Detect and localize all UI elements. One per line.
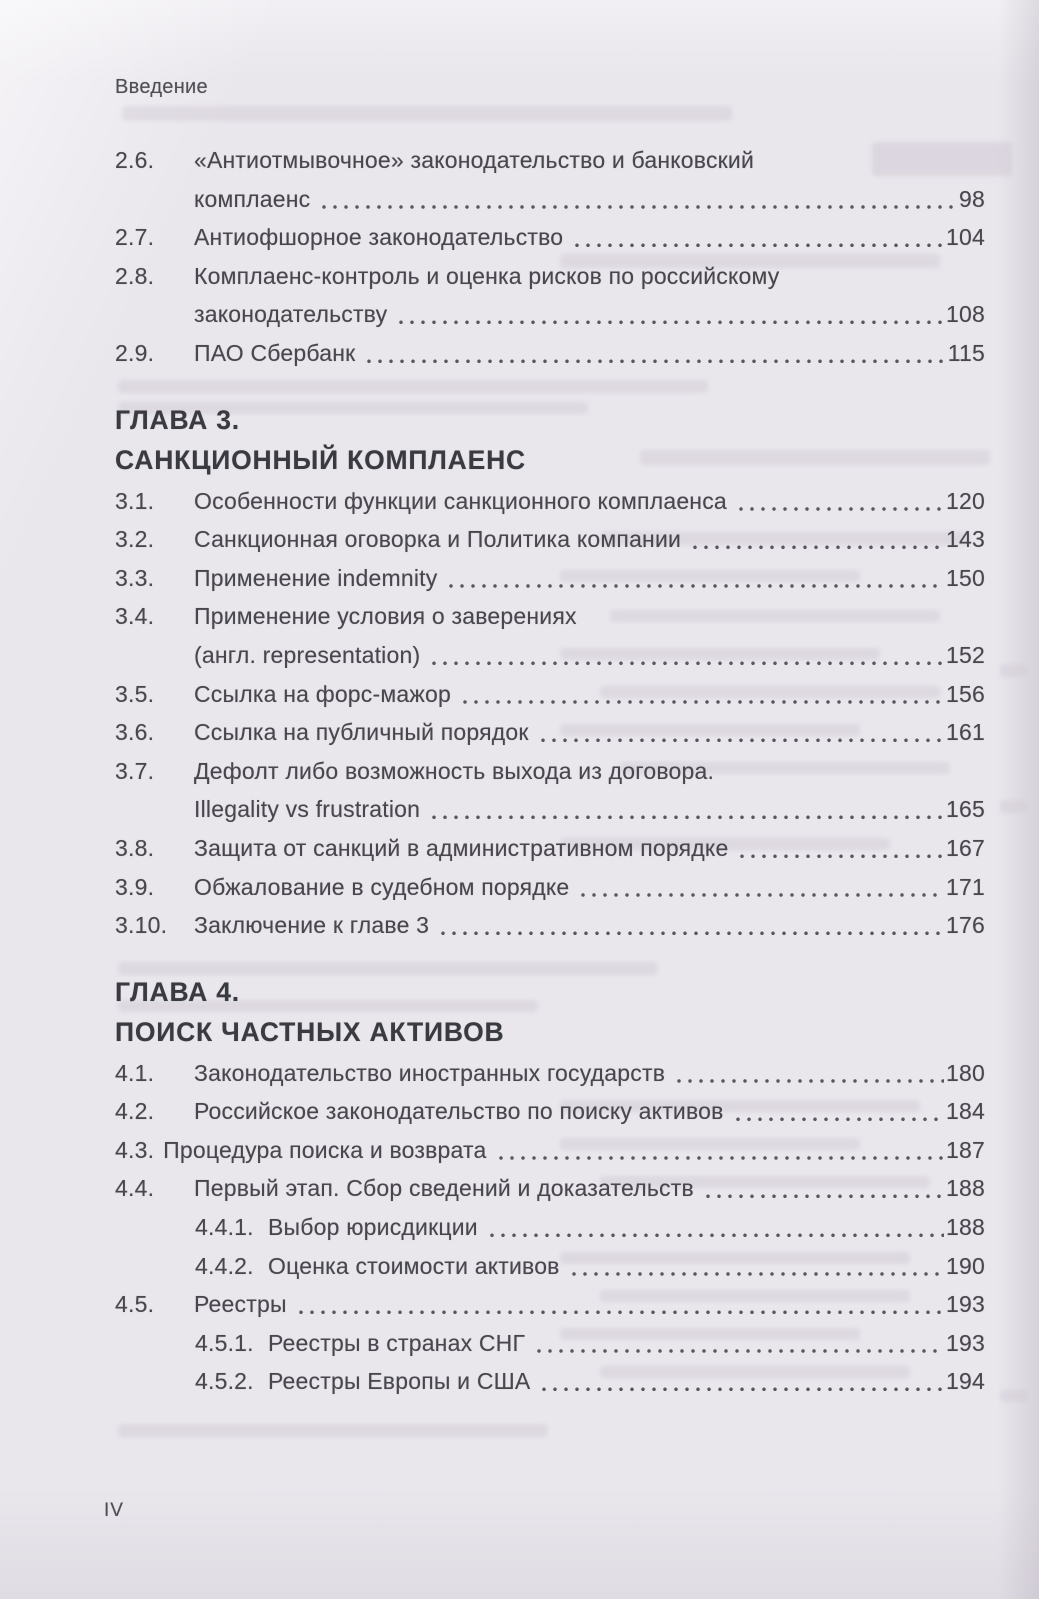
toc-entry-line — [115, 1169, 985, 1208]
entry-page-number: 171 — [946, 873, 985, 900]
dot-leader — [396, 295, 944, 334]
entry-page-number: 194 — [946, 1368, 985, 1395]
entry-page-number: 143 — [946, 526, 985, 553]
dot-leader — [674, 1054, 944, 1093]
entry-page-number: 193 — [946, 1291, 985, 1318]
entry-number: 4.3. — [115, 1136, 155, 1163]
entry-number: 3.10. — [115, 912, 168, 939]
toc-entry-line — [115, 675, 985, 714]
toc-section — [115, 400, 985, 945]
dot-leader — [733, 1092, 944, 1131]
toc-entry-line — [115, 334, 985, 373]
entry-number: 3.5. — [115, 680, 155, 707]
toc-entry-line — [115, 1247, 985, 1286]
toc-entry-line — [115, 752, 985, 791]
entry-number: 4.2. — [115, 1098, 155, 1125]
entry-title: комплаенс — [194, 185, 311, 212]
entry-number: 2.6. — [115, 147, 155, 173]
entry-title: Ссылка на форс-мажор — [194, 680, 451, 707]
entry-page-number: 190 — [946, 1252, 985, 1279]
toc-entry-line — [115, 257, 985, 296]
entry-page-number: 104 — [946, 224, 985, 251]
entry-page-number: 161 — [946, 719, 985, 746]
entry-title: Применение indemnity — [194, 564, 438, 591]
toc-entries — [115, 482, 985, 945]
entry-number-spacer — [115, 180, 194, 219]
dot-leader — [364, 334, 945, 373]
entry-page-number: 120 — [946, 487, 985, 514]
chapter-title: САНКЦИОННЫЙ КОМПЛАЕНС — [115, 444, 526, 475]
dot-leader — [487, 1208, 944, 1247]
dot-leader — [460, 675, 944, 714]
toc-entry-line — [115, 829, 985, 868]
dot-leader — [319, 180, 957, 219]
entry-title: ПАО Сбербанк — [194, 339, 356, 366]
toc-entry-line — [115, 520, 985, 559]
entry-title: Законодательство иностранных государств — [194, 1059, 666, 1086]
toc-entry-line — [115, 559, 985, 598]
dot-leader — [539, 1362, 944, 1401]
dot-leader — [534, 1324, 944, 1363]
toc-entry-line — [115, 1362, 985, 1401]
entry-title: Оценка стоимости активов — [268, 1252, 560, 1279]
dot-leader — [578, 868, 944, 907]
entry-page-number: 188 — [946, 1175, 985, 1202]
toc-entry-line — [115, 482, 985, 521]
toc-entry-line — [115, 597, 985, 636]
toc-entry-line — [115, 1092, 985, 1131]
entry-page-number: 193 — [946, 1329, 985, 1356]
toc-entry-line — [115, 218, 985, 257]
toc-section — [115, 972, 985, 1401]
entry-title: Антиофшорное законодательство — [194, 224, 564, 251]
entry-title: Реестры Европы и США — [268, 1368, 531, 1395]
toc-entry-line — [115, 636, 985, 675]
dot-leader — [569, 1247, 944, 1286]
entry-title: «Антиотмывочное» законодательство и банковский — [194, 147, 755, 173]
toc-entry-line — [115, 141, 985, 180]
toc-entry-line — [115, 180, 985, 219]
entry-number: 2.7. — [115, 224, 155, 251]
entry-number: 4.5.2. — [195, 1368, 254, 1395]
folio-page-number: IV — [104, 1500, 124, 1521]
entry-title: (англ. representation) — [194, 641, 421, 668]
toc-entry-line — [115, 1208, 985, 1247]
entry-page-number: 108 — [946, 301, 985, 328]
entry-title: Ссылка на публичный порядок — [194, 719, 529, 746]
entry-title: Illegality vs frustration — [194, 796, 421, 823]
chapter-number: ГЛАВА 3. — [115, 404, 240, 435]
entry-title: Российское законодательство по поиску активов — [194, 1098, 724, 1125]
dot-leader — [429, 790, 944, 829]
chapter-number: ГЛАВА 4. — [115, 976, 240, 1007]
toc-section — [115, 141, 985, 373]
dot-leader — [690, 520, 944, 559]
entry-page-number: 165 — [946, 796, 985, 823]
entry-number: 4.1. — [115, 1059, 155, 1086]
entry-page-number: 188 — [946, 1214, 985, 1241]
entry-title: Применение условия о заверениях — [194, 603, 577, 630]
toc-entry-line — [115, 295, 985, 334]
entry-number: 4.5. — [115, 1291, 155, 1318]
chapter-heading — [115, 400, 985, 480]
toc-entry-line — [115, 1131, 985, 1170]
dot-leader — [736, 482, 944, 521]
entry-number: 3.9. — [115, 873, 155, 900]
toc-entries — [115, 141, 985, 373]
running-header: Введение — [115, 76, 208, 98]
entry-page-number: 167 — [946, 834, 985, 861]
chapter-title: ПОИСК ЧАСТНЫХ АКТИВОВ — [115, 1016, 505, 1047]
entry-page-number: 115 — [947, 339, 985, 366]
entry-page-number: 98 — [959, 185, 985, 212]
entry-page-number: 184 — [946, 1098, 985, 1125]
entry-number: 4.4.1. — [195, 1214, 254, 1241]
entry-number: 2.9. — [115, 339, 155, 366]
entry-title: Реестры в странах СНГ — [268, 1329, 526, 1356]
entry-page-number: 187 — [946, 1136, 985, 1163]
dot-leader — [296, 1285, 944, 1324]
entry-page-number: 176 — [946, 912, 985, 939]
entry-number: 3.4. — [115, 603, 155, 630]
entry-number: 3.2. — [115, 526, 155, 553]
entry-title: Дефолт либо возможность выхода из договора. — [194, 757, 715, 784]
dot-leader — [572, 218, 944, 257]
entry-number: 3.1. — [115, 487, 155, 514]
entry-number-spacer — [115, 636, 194, 675]
entry-number: 3.6. — [115, 719, 155, 746]
dot-leader — [703, 1169, 944, 1208]
entry-page-number: 150 — [946, 564, 985, 591]
entry-title: Защита от санкций в административном порядке — [194, 834, 729, 861]
toc-entry-line — [115, 1054, 985, 1093]
toc-entry-line — [115, 1324, 985, 1363]
toc-entry-line — [115, 790, 985, 829]
entry-number: 3.3. — [115, 564, 155, 591]
entry-number: 3.7. — [115, 757, 155, 784]
entry-title: Первый этап. Сбор сведений и доказательств — [194, 1175, 694, 1202]
dot-leader — [737, 829, 944, 868]
entry-title: Заключение к главе 3 — [194, 912, 430, 939]
chapter-heading — [115, 972, 985, 1052]
entry-number: 2.8. — [115, 262, 155, 289]
entry-page-number: 180 — [946, 1059, 985, 1086]
dot-leader — [438, 906, 944, 945]
toc-entry-line — [115, 713, 985, 752]
dot-leader — [446, 559, 944, 598]
entry-title: Особенности функции санкционного комплаенса — [194, 487, 727, 514]
entry-number-spacer — [115, 790, 194, 829]
toc-entries — [115, 1054, 985, 1401]
toc-entry-line — [115, 906, 985, 945]
dot-leader — [496, 1131, 945, 1170]
entry-title: законодательству — [194, 301, 388, 328]
entry-number-spacer — [115, 295, 194, 334]
entry-title: Обжалование в судебном порядке — [194, 873, 570, 900]
entry-number: 4.4. — [115, 1175, 155, 1202]
toc-entry-line — [115, 868, 985, 907]
dot-leader — [429, 636, 944, 675]
entry-title: Реестры — [194, 1291, 287, 1318]
entry-title: Санкционная оговорка и Политика компании — [194, 526, 682, 553]
entry-title: Процедура поиска и возврата — [163, 1136, 487, 1163]
toc-entry-line — [115, 1285, 985, 1324]
entry-page-number: 156 — [946, 680, 985, 707]
entry-title: Комплаенс-контроль и оценка рисков по российскому — [194, 262, 780, 289]
entry-number: 4.4.2. — [195, 1252, 254, 1279]
dot-leader — [538, 713, 944, 752]
entry-number: 4.5.1. — [195, 1329, 254, 1356]
entry-number: 3.8. — [115, 834, 155, 861]
table-of-contents — [115, 141, 985, 1401]
entry-page-number: 152 — [946, 641, 985, 668]
entry-title: Выбор юрисдикции — [268, 1214, 478, 1241]
